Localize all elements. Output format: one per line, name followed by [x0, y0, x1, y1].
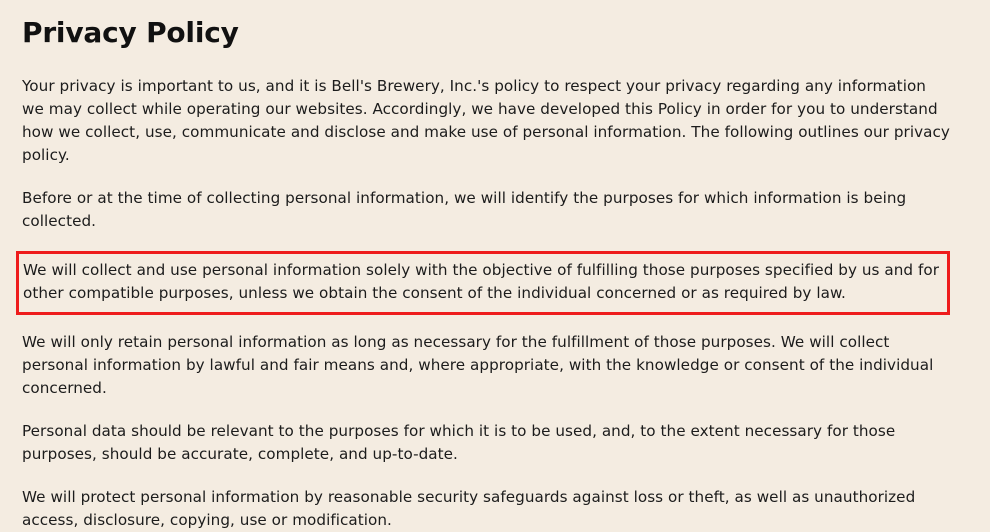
paragraph-purpose-identification: Before or at the time of collecting personal information, we will identify the purposes for which information is being collected.: [22, 189, 907, 231]
paragraph-relevance: Personal data should be relevant to the purposes for which it is to be used, and, to the extent necessary for those purposes, should be accurate, complete, and up-to-date.: [22, 421, 896, 463]
paragraph-consent-highlighted: We will collect and use personal information solely with the objective of fulfilling those purposes specified by us and for other compatible purposes, unless we obtain the consent of the individual concerned or as required by law.: [16, 251, 950, 314]
page-title: Privacy Policy: [22, 16, 239, 49]
paragraph-retention: We will only retain personal information as long as necessary for the fulfillment of those purposes. We will collect personal information by lawful and fair means and, where appropriate, with the knowledge or consent of the individual concerned.: [22, 332, 934, 397]
paragraph-intro: Your privacy is important to us, and it is Bell's Brewery, Inc.'s policy to respect your privacy regarding any information we may collect while operating our websites. Accordingly, we have developed this Policy in order for you to understand how we collect, use, communicate and disclose and make use of personal information. The following outlines our privacy policy.: [22, 76, 950, 165]
paragraph-safeguards: We will protect personal information by reasonable security safeguards against loss or theft, as well as unauthorized access, disclosure, copying, use or modification.: [22, 488, 916, 530]
